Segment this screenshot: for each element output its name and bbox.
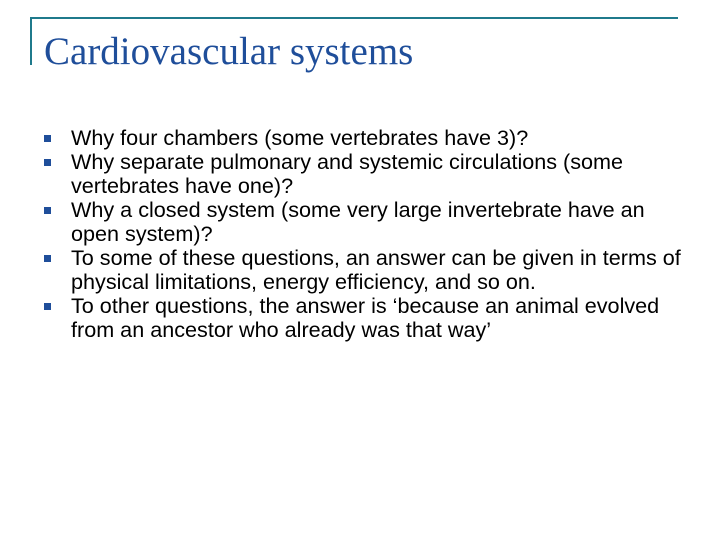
bullet-item <box>44 246 684 294</box>
bullet-item <box>44 198 684 246</box>
bullet-item <box>44 126 684 150</box>
square-bullet-icon <box>44 135 51 142</box>
square-bullet-icon <box>44 255 51 262</box>
slide-title: Cardiovascular systems <box>44 30 414 73</box>
bullet-text: Why separate pulmonary and systemic circulations (some vertebrates have one)? <box>71 149 624 198</box>
frame-top-rule <box>30 17 678 19</box>
square-bullet-icon <box>44 303 51 310</box>
square-bullet-icon <box>44 159 51 166</box>
bullet-item <box>44 294 684 342</box>
square-bullet-icon <box>44 207 51 214</box>
bullet-text: To some of these questions, an answer can be given in terms of physical limitations, energy efficiency, and so on. <box>71 245 681 294</box>
bullet-text: To other questions, the answer is ‘because an animal evolved from an ancestor who already was that way’ <box>71 293 660 342</box>
frame-left-rule <box>30 17 32 65</box>
bullet-item <box>44 150 684 198</box>
bullet-text: Why a closed system (some very large invertebrate have an open system)? <box>71 197 645 246</box>
bullet-text: Why four chambers (some vertebrates have 3)? <box>71 125 529 150</box>
bullet-list <box>44 126 684 342</box>
